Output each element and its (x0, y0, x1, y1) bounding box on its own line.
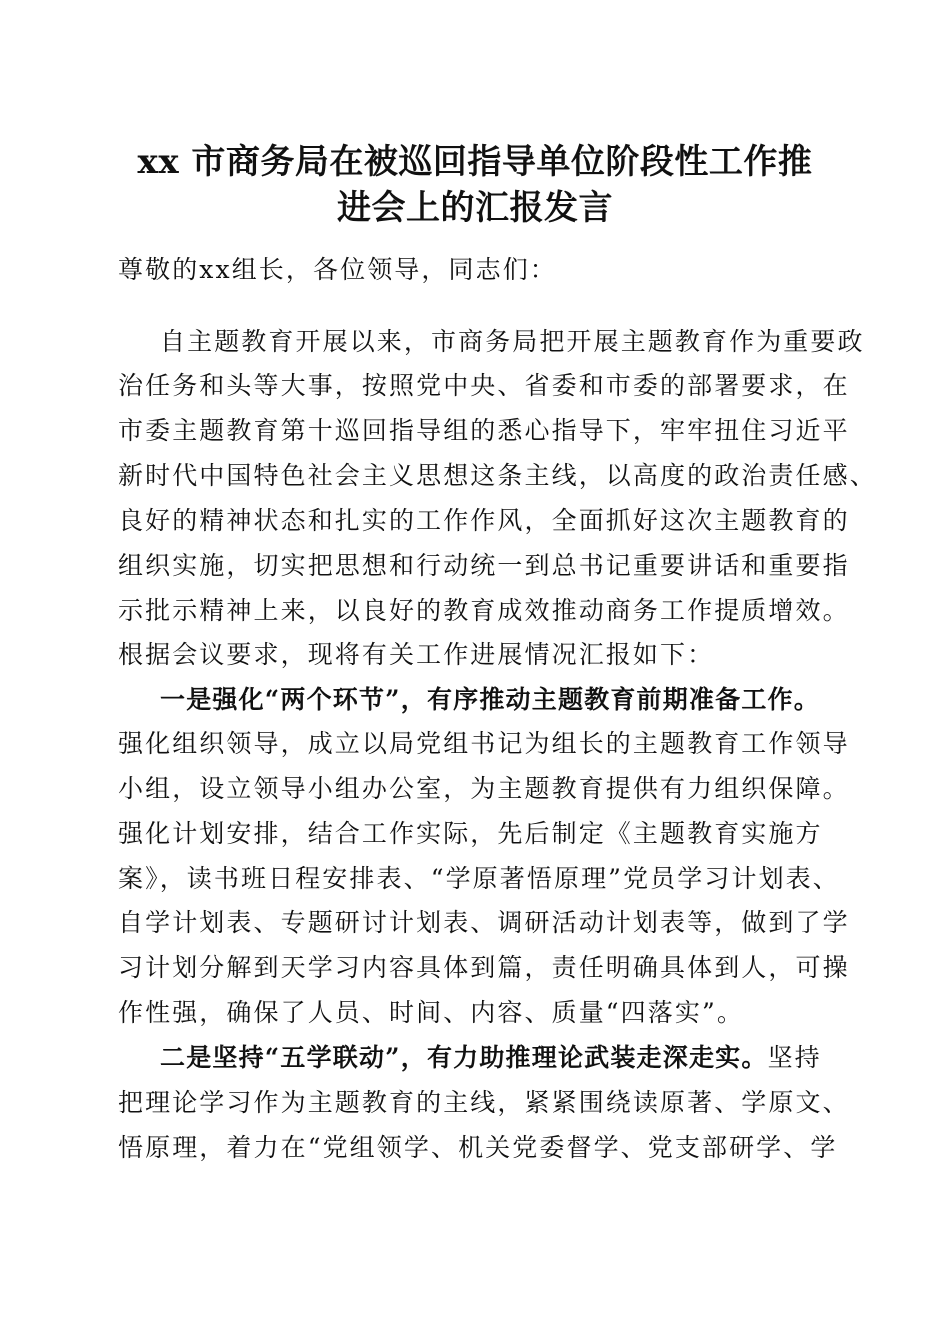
section2-first-line (160, 1036, 822, 1080)
section1-line: 小组，设立领导小组办公室，为主题教育提供有力组织保障。 (118, 774, 850, 803)
paragraph1-line: 根据会议要求，现将有关工作进展情况汇报如下： (118, 640, 715, 669)
section1-line: 自学计划表、专题研讨计划表、调研活动计划表等，做到了学 (118, 908, 850, 937)
section1-line: 习计划分解到天学习内容具体到篇，责任明确具体到人，可操 (118, 953, 850, 982)
section1-line: 作性强，确保了人员、时间、内容、质量“四落实”。 (118, 998, 744, 1027)
section1-line: 强化计划安排，结合工作实际，先后制定《主题教育实施方 (118, 819, 823, 848)
paragraph1-line: 自主题教育开展以来，市商务局把开展主题教育作为重要政 (160, 327, 865, 356)
document-title-line-1: xx 市商务局在被巡回指导单位阶段性工作推 (137, 142, 813, 182)
section2-line: 悟原理，着力在“党组领学、机关党委督学、党支部研学、学 (118, 1133, 838, 1162)
salutation: 尊敬的xx组长，各位领导，同志们： (118, 255, 557, 284)
document-title-line-2: 进会上的汇报发言 (337, 188, 613, 228)
paragraph1-line: 治任务和头等大事，按照党中央、省委和市委的部署要求，在 (118, 371, 850, 400)
section2-line: 把理论学习作为主题教育的主线，紧紧围绕读原著、学原文、 (118, 1088, 850, 1117)
section2-heading: 二是坚持“五学联动”，有力助推理论武装走深走实。 (160, 1043, 768, 1072)
section1-line: 强化组织领导，成立以局党组书记为组长的主题教育工作领导 (118, 729, 850, 758)
paragraph1-line: 良好的精神状态和扎实的工作作风，全面抓好这次主题教育的 (118, 506, 850, 535)
paragraph1-line: 新时代中国特色社会主义思想这条主线，以高度的政治责任感、 (118, 461, 877, 490)
paragraph1-line: 组织实施，切实把思想和行动统一到总书记重要讲话和重要指 (118, 551, 850, 580)
section1-line: 案》，读书班日程安排表、“学原著悟原理”党员学习计划表、 (118, 864, 840, 893)
section2-heading-tail: 坚持 (767, 1043, 822, 1072)
section1-heading: 一是强化“两个环节”，有序推动主题教育前期准备工作。 (160, 685, 820, 714)
paragraph1-line: 市委主题教育第十巡回指导组的悉心指导下，牢牢扭住习近平 (118, 416, 850, 445)
paragraph1-line: 示批示精神上来，以良好的教育成效推动商务工作提质增效。 (118, 596, 850, 625)
